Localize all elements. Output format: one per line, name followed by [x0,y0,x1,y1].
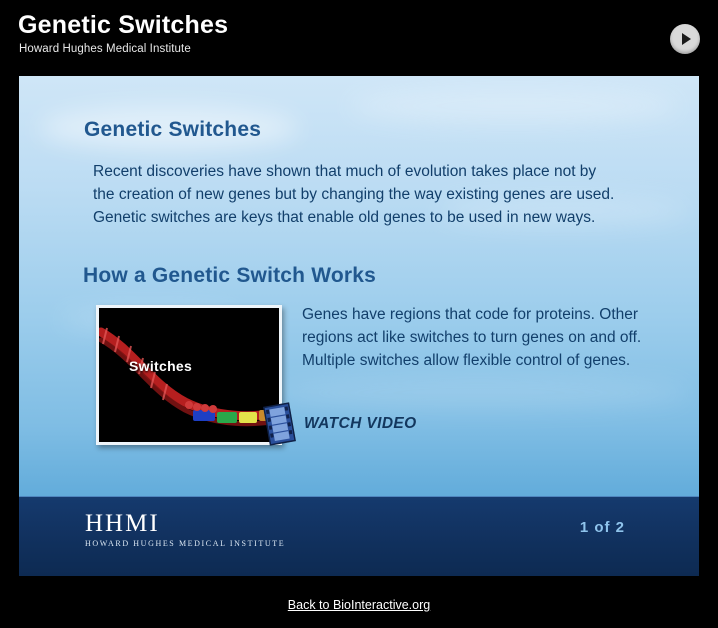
play-button[interactable] [670,24,700,54]
slide-subheading: How a Genetic Switch Works [83,264,377,287]
thumbnail-label: Switches [129,358,193,374]
slide-footer [19,496,699,576]
slide-heading: Genetic Switches [84,118,262,141]
slide-right-paragraph: Genes have regions that code for proteins. Other regions act like switches to turn genes on and off. Multiple switches allow flexible control of genes. [302,306,642,369]
video-thumbnail[interactable] [96,305,282,445]
slide-stage [19,76,699,576]
hhmi-logo-sub: HOWARD HUGHES MEDICAL INSTITUTE [85,539,286,548]
watch-video-link[interactable]: WATCH VIDEO [304,415,417,432]
page-title: Genetic Switches [18,11,229,39]
film-strip-icon[interactable] [263,402,297,446]
hhmi-logo [85,511,285,548]
back-to-biointeractive-link[interactable]: Back to BioInteractive.org [287,598,431,612]
hhmi-logo-main: HHMI [85,510,160,537]
page-subtitle: Howard Hughes Medical Institute [19,43,191,55]
page-indicator: 1 of 2 [579,519,625,536]
window-header [0,0,718,72]
slide-content [19,76,699,496]
slide-paragraph: Recent discoveries have shown that much of evolution takes place not by the creation of new genes but by changing the way existing genes are used. Genetic switches are keys that enable old genes to be used in new ways. [93,163,615,226]
play-icon [682,33,691,45]
dna-strand-image [96,314,282,442]
